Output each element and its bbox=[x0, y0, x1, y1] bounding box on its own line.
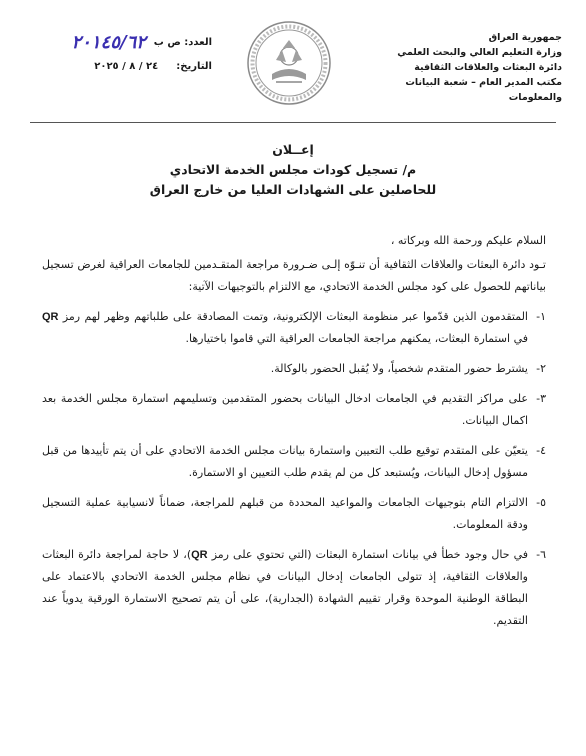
list-item bbox=[42, 388, 546, 432]
item-text-part: في حال وجود خطأ في بيانات استمارة البعثات (التي تحتوي على رمز bbox=[207, 548, 528, 561]
letterhead-right bbox=[366, 30, 562, 105]
letter-reference bbox=[22, 30, 212, 78]
item-text-part: في استمارة البعثات، يمكنهم مراجعة الجامعات العراقية التي قاموا باختيارها. bbox=[185, 332, 528, 345]
qr-code-term: QR bbox=[42, 311, 59, 323]
announcement-title bbox=[100, 140, 486, 200]
announcement-body bbox=[42, 230, 546, 640]
item-text: على مراكز التقديم في الجامعات ادخال البيانات بحضور المتقدمين وتسليمهم استمارة مجلس الخدمة بعد اكمال البيانات. bbox=[42, 392, 528, 427]
letterhead-line: جمهورية العراق bbox=[488, 32, 562, 43]
subject-line: م/ تسجيل كودات مجلس الخدمة الاتحادي bbox=[169, 162, 417, 177]
list-item bbox=[42, 544, 546, 632]
item-number: ١- bbox=[536, 310, 546, 323]
date-value: ٢٤ / ٨ / ٢٠٢٥ bbox=[94, 60, 159, 72]
item-text: يشترط حضور المتقدم شخصياً، ولا يُقبل الحضور بالوكالة. bbox=[270, 362, 528, 375]
letterhead-line: دائرة البعثات والعلاقات الثقافية bbox=[414, 62, 562, 73]
list-item bbox=[42, 440, 546, 484]
item-number: ٦- bbox=[536, 548, 546, 561]
list-item bbox=[42, 492, 546, 536]
list-item bbox=[42, 306, 546, 350]
number-label: العدد: ص ب bbox=[153, 36, 212, 48]
date-row bbox=[22, 54, 212, 78]
item-number: ٢- bbox=[536, 362, 546, 375]
list-item bbox=[42, 358, 546, 380]
item-text bbox=[42, 306, 528, 350]
instructions-list bbox=[42, 306, 546, 632]
greeting: السلام عليكم ورحمة الله وبركاته ، bbox=[390, 234, 546, 247]
subject-line: للحاصلين على الشهادات العليا من خارج العراق bbox=[149, 182, 437, 197]
date-label: التاريخ: bbox=[176, 60, 212, 72]
item-text-part: )، لا حاجة لمراجعة دائرة البعثات والعلاقات الثقافية، إذ تتولى الجامعات إدخال البيانات في نظام مجلس الخدمة الاتحادي بالاعتماد على البطاقة الوطنية الموحدة وقرار تقييم الشهادة (الجدارية)، على أن يتم تصحيح الاستمارة الورقية يدوياً عند التقديم. bbox=[42, 548, 528, 627]
item-text: يتعيّن على المتقدم توقيع طلب التعيين واستمارة بيانات مجلس الخدمة الاتحادي على أن يتم تأييدها من قبل مسؤول إدخال البيانات، ويُستبعد كل من لم يقدم طلب التعيين او الاستمارة. bbox=[42, 444, 528, 479]
header-divider bbox=[30, 122, 556, 123]
intro-paragraph: تـود دائرة البعثات والعلاقات الثقافية أن تنـوّه إلـى ضـرورة مراجعة المتقـدمين للجامعات العراقية لغرض تسجيل بياناتهم للحصول على كود مجلس الخدمة الاتحادي، مع الالتزام بالتوجيهات الآتية: bbox=[42, 258, 546, 293]
title-line: إعــلان bbox=[272, 142, 314, 157]
item-number: ٤- bbox=[536, 444, 546, 457]
qr-code-term: QR bbox=[191, 549, 208, 561]
item-number: ٣- bbox=[536, 392, 546, 405]
reference-number: ٢٠١٤٥/٦٢ bbox=[71, 31, 146, 53]
item-text: الالتزام التام بتوجيهات الجامعات والمواعيد المحددة من قبلهم للمراجعة، ضماناً لانسيابية عملية التسجيل ودقة المعلومات. bbox=[42, 496, 528, 531]
item-text-part: المتقدمون الذين قدّموا عبر منظومة البعثات الإلكترونية، وتمت المصادقة على طلباتهم وظهر لهم رمز bbox=[58, 310, 528, 323]
letterhead-line: مكتب المدير العام – شعبة البيانات والمعلومات bbox=[405, 77, 562, 103]
item-number: ٥- bbox=[536, 496, 546, 509]
item-text bbox=[42, 544, 528, 632]
ministry-seal-icon bbox=[246, 20, 332, 106]
reference-number-row bbox=[22, 30, 212, 54]
letterhead-line: وزارة التعليم العالي والبحث العلمي bbox=[397, 47, 562, 58]
